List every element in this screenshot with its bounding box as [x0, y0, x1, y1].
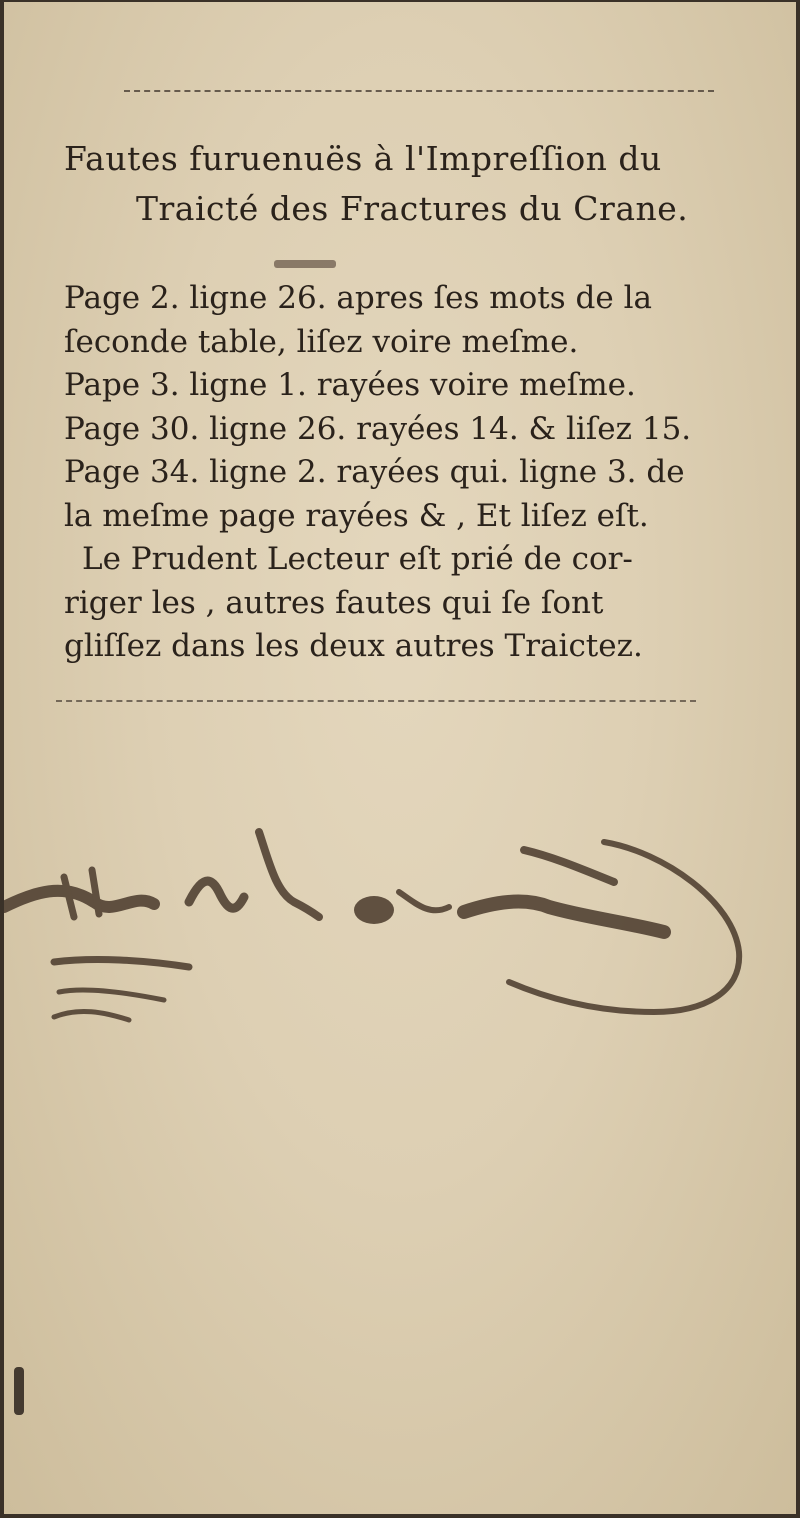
ink-mark	[274, 260, 336, 268]
errata-line: gliſſez dans les deux autres Traictez.	[64, 628, 643, 664]
errata-line: Page 30. ligne 26. rayées 14. & liſez 15.	[64, 410, 692, 447]
errata-list	[64, 277, 774, 669]
heading-line-1: Fautes furuenuës à l'Impreſſion du	[64, 139, 662, 178]
top-rule	[124, 90, 714, 92]
errata-line: Page 2. ligne 26. apres ſes mots de la	[64, 280, 652, 316]
errata-line: Page 34. ligne 2. rayées qui. ligne 3. de	[64, 454, 685, 490]
errata-line: riger les , autres fautes qui ſe ſont	[64, 584, 604, 621]
errata-line: Pape 3. ligne 1. rayées voire meſme.	[64, 367, 636, 403]
document-page	[4, 2, 796, 1514]
errata-line: Le Prudent Lecteur eſt prié de cor-	[82, 541, 633, 577]
heading-line-2: Traicté des Fractures du Crane.	[136, 189, 689, 228]
errata-line: ſeconde table, liſez voire meſme.	[64, 323, 579, 360]
ink-stain	[14, 1367, 24, 1415]
errata-heading	[64, 134, 774, 234]
errata-line: la meſme page rayées & , Et liſez eſt.	[64, 497, 649, 534]
handwritten-signature	[4, 822, 764, 1062]
bottom-rule	[56, 700, 696, 702]
